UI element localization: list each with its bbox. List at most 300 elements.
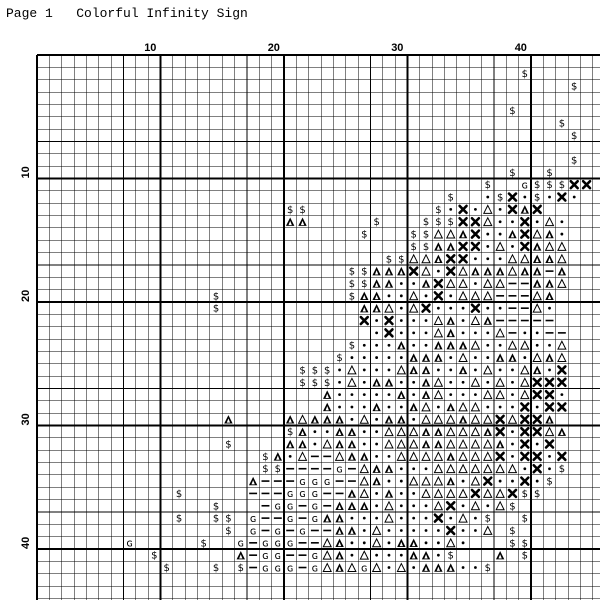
dot-symbol: [375, 393, 378, 396]
filled-triangle-symbol: [298, 427, 306, 435]
svg-text:$: $: [385, 254, 393, 266]
open-triangle-symbol: [447, 440, 455, 448]
dot-symbol: [499, 344, 502, 347]
cross-symbol: [521, 218, 528, 225]
svg-text:$: $: [175, 488, 183, 500]
dot-symbol: [548, 467, 551, 470]
spiral-symbol: [275, 501, 282, 513]
open-triangle-symbol: [422, 415, 430, 423]
open-triangle-symbol: [558, 354, 566, 362]
open-triangle-symbol: [484, 440, 492, 448]
open-triangle-symbol: [484, 292, 492, 300]
filled-triangle-symbol: [508, 230, 516, 238]
cross-symbol: [472, 243, 479, 250]
filled-triangle-symbol: [372, 279, 380, 287]
open-triangle-symbol: [484, 489, 492, 497]
open-triangle-symbol: [373, 527, 381, 535]
open-triangle-symbol: [558, 255, 566, 263]
svg-text:$: $: [521, 538, 529, 550]
cross-symbol: [534, 416, 541, 423]
filled-triangle-symbol: [348, 526, 356, 534]
filled-triangle-symbol: [237, 551, 245, 559]
open-triangle-symbol: [496, 329, 504, 337]
dollar-symbol: [361, 279, 367, 290]
spiral-symbol: [287, 538, 294, 550]
dollar-symbol: [225, 440, 231, 451]
dot-symbol: [412, 282, 415, 285]
open-triangle-symbol: [422, 255, 430, 263]
svg-text:ɢ: ɢ: [286, 537, 294, 550]
svg-text:$: $: [447, 550, 454, 562]
dot-symbol: [474, 257, 477, 260]
filled-triangle-symbol: [298, 440, 306, 448]
dot-symbol: [462, 529, 465, 532]
dot-symbol: [289, 455, 292, 458]
open-triangle-symbol: [410, 440, 418, 448]
svg-text:ɢ: ɢ: [262, 562, 269, 575]
filled-triangle-symbol: [434, 427, 442, 435]
filled-triangle-symbol: [422, 378, 430, 386]
open-triangle-symbol: [533, 292, 541, 300]
filled-triangle-symbol: [434, 440, 442, 448]
dot-symbol: [437, 541, 440, 544]
dollar-symbol: [497, 193, 503, 204]
dollar-symbol: [435, 205, 441, 216]
dot-symbol: [363, 344, 366, 347]
open-triangle-symbol: [533, 304, 541, 312]
dollar-symbol: [423, 230, 429, 241]
dot-symbol: [548, 455, 551, 458]
grid-lines: [37, 55, 600, 600]
open-triangle-symbol: [558, 242, 566, 250]
svg-text:ɢ: ɢ: [299, 475, 306, 488]
cross-symbol: [546, 391, 553, 398]
svg-text:$: $: [299, 365, 306, 377]
svg-text:$: $: [422, 229, 430, 241]
filled-triangle-symbol: [533, 255, 541, 263]
cross-symbol: [472, 231, 479, 238]
dollar-symbol: [485, 514, 491, 525]
dot-symbol: [412, 344, 415, 347]
open-triangle-symbol: [484, 527, 492, 535]
cross-symbol: [534, 206, 541, 213]
filled-triangle-symbol: [422, 366, 430, 374]
open-triangle-symbol: [410, 292, 418, 300]
dot-symbol: [486, 344, 489, 347]
filled-triangle-symbol: [348, 440, 356, 448]
filled-triangle-symbol: [397, 267, 405, 275]
dot-symbol: [449, 356, 452, 359]
dollar-symbol: [213, 563, 219, 574]
dot-symbol: [412, 492, 415, 495]
dot-symbol: [375, 369, 378, 372]
dot-symbol: [437, 406, 440, 409]
svg-text:$: $: [311, 377, 319, 389]
dollar-symbol: [448, 551, 454, 562]
open-triangle-symbol: [434, 378, 442, 386]
filled-triangle-symbol: [224, 415, 232, 423]
dot-symbol: [400, 356, 403, 359]
dot-symbol: [425, 529, 428, 532]
spiral-symbol: [299, 476, 306, 488]
filled-triangle-symbol: [545, 230, 553, 238]
cross-symbol: [447, 527, 454, 534]
cross-symbol: [497, 416, 504, 423]
dot-symbol: [326, 430, 329, 433]
dot-symbol: [486, 356, 489, 359]
dot-symbol: [437, 307, 440, 310]
open-triangle-symbol: [484, 366, 492, 374]
filled-triangle-symbol: [409, 366, 417, 374]
svg-text:$: $: [286, 204, 294, 216]
cross-symbol: [546, 404, 553, 411]
spiral-symbol: [324, 476, 331, 488]
cross-symbol: [460, 255, 467, 262]
svg-text:ɢ: ɢ: [126, 537, 133, 550]
dot-symbol: [388, 294, 391, 297]
svg-text:ɢ: ɢ: [237, 537, 245, 550]
spiral-symbol: [250, 525, 257, 537]
spiral-symbol: [126, 538, 133, 550]
row-number-label: 20: [20, 289, 32, 302]
filled-triangle-symbol: [286, 415, 294, 423]
svg-text:$: $: [324, 365, 331, 377]
dot-symbol: [449, 294, 452, 297]
svg-text:$: $: [571, 155, 578, 167]
svg-text:$: $: [274, 464, 282, 476]
filled-triangle-symbol: [323, 403, 331, 411]
dot-symbol: [523, 331, 526, 334]
spiral-symbol: [336, 464, 343, 476]
filled-triangle-symbol: [335, 415, 343, 423]
open-triangle-symbol: [434, 465, 442, 473]
open-triangle-symbol: [533, 230, 541, 238]
filled-triangle-symbol: [409, 353, 417, 361]
dot-symbol: [412, 504, 415, 507]
filled-triangle-symbol: [372, 378, 380, 386]
svg-text:ɢ: ɢ: [249, 512, 257, 525]
open-triangle-symbol: [397, 440, 405, 448]
dot-symbol: [573, 196, 576, 199]
filled-triangle-symbol: [422, 390, 430, 398]
open-triangle-symbol: [471, 415, 479, 423]
dot-symbol: [462, 393, 465, 396]
dollar-symbol: [522, 551, 528, 562]
dot-symbol: [400, 331, 403, 334]
dot-symbol: [425, 331, 428, 334]
filled-triangle-symbol: [249, 477, 257, 485]
cross-symbol: [435, 515, 442, 522]
open-triangle-symbol: [434, 415, 442, 423]
filled-triangle-symbol: [545, 255, 553, 263]
svg-text:$: $: [225, 513, 232, 525]
dot-symbol: [388, 406, 391, 409]
dot-symbol: [388, 393, 391, 396]
filled-triangle-symbol: [323, 390, 331, 398]
cross-symbol: [497, 453, 504, 460]
cross-symbol: [509, 194, 516, 201]
dollar-symbol: [559, 180, 565, 191]
open-triangle-symbol: [521, 378, 529, 386]
dollar-symbol: [435, 217, 441, 228]
dot-symbol: [351, 418, 354, 421]
dot-symbol: [499, 480, 502, 483]
open-triangle-symbol: [299, 415, 307, 423]
svg-text:$: $: [435, 217, 442, 229]
dot-symbol: [400, 492, 403, 495]
filled-triangle-symbol: [533, 267, 541, 275]
spiral-symbol: [275, 550, 282, 562]
filled-triangle-symbol: [459, 230, 467, 238]
spiral-symbol: [299, 488, 306, 500]
svg-text:ɢ: ɢ: [336, 463, 343, 476]
open-triangle-symbol: [471, 403, 479, 411]
svg-text:ɢ: ɢ: [311, 488, 319, 501]
spiral-symbol: [237, 538, 244, 550]
open-triangle-symbol: [484, 415, 492, 423]
filled-triangle-symbol: [422, 440, 430, 448]
filled-triangle-symbol: [385, 267, 393, 275]
dollar-symbol: [448, 193, 454, 204]
filled-triangle-symbol: [360, 292, 368, 300]
cross-symbol: [460, 243, 467, 250]
dollar-symbol: [571, 81, 577, 92]
dollar-symbol: [213, 304, 219, 315]
filled-triangle-symbol: [298, 218, 306, 226]
filled-triangle-symbol: [385, 279, 393, 287]
filled-triangle-symbol: [274, 452, 282, 460]
dot-symbol: [449, 517, 452, 520]
open-triangle-symbol: [360, 465, 368, 473]
open-triangle-symbol: [323, 564, 331, 572]
filled-triangle-symbol: [372, 304, 380, 312]
dot-symbol: [388, 344, 391, 347]
dot-symbol: [375, 455, 378, 458]
filled-triangle-symbol: [323, 415, 331, 423]
cross-symbol: [546, 441, 553, 448]
dot-symbol: [400, 319, 403, 322]
dot-symbol: [536, 443, 539, 446]
filled-triangle-symbol: [447, 341, 455, 349]
open-triangle-symbol: [496, 502, 504, 510]
svg-text:$: $: [496, 192, 504, 204]
filled-triangle-symbol: [335, 563, 343, 571]
filled-triangle-symbol: [521, 205, 529, 213]
cross-symbol: [534, 428, 541, 435]
dot-symbol: [511, 430, 514, 433]
dollar-symbol: [262, 452, 268, 463]
open-triangle-symbol: [385, 428, 393, 436]
open-triangle-symbol: [434, 317, 442, 325]
row-number-label: 10: [20, 166, 32, 179]
dollar-symbol: [485, 180, 491, 191]
dollar-symbol: [176, 489, 182, 500]
cross-symbol: [521, 243, 528, 250]
open-triangle-symbol: [323, 440, 331, 448]
open-triangle-symbol: [348, 378, 356, 386]
filled-triangle-symbol: [385, 378, 393, 386]
filled-triangle-symbol: [360, 452, 368, 460]
open-triangle-symbol: [385, 502, 393, 510]
filled-triangle-symbol: [385, 415, 393, 423]
svg-text:ɢ: ɢ: [274, 500, 282, 513]
filled-triangle-symbol: [397, 390, 405, 398]
filled-triangle-symbol: [348, 452, 356, 460]
filled-triangle-symbol: [447, 563, 455, 571]
dollar-symbol: [522, 538, 528, 549]
dollar-symbol: [213, 291, 219, 302]
open-triangle-symbol: [434, 391, 442, 399]
dollar-symbol: [373, 217, 379, 228]
filled-triangle-symbol: [348, 502, 356, 510]
dot-symbol: [511, 443, 514, 446]
cross-symbol: [435, 292, 442, 299]
svg-text:$: $: [410, 229, 417, 241]
open-triangle-symbol: [348, 564, 356, 572]
svg-text:$: $: [546, 167, 553, 179]
dot-symbol: [375, 430, 378, 433]
dot-symbol: [400, 517, 403, 520]
dot-symbol: [499, 369, 502, 372]
svg-text:$: $: [509, 525, 516, 537]
dollar-symbol: [534, 180, 540, 191]
dot-symbol: [462, 480, 465, 483]
dot-symbol: [462, 331, 465, 334]
filled-triangle-symbol: [558, 267, 566, 275]
dot-symbol: [449, 393, 452, 396]
dot-symbol: [351, 554, 354, 557]
dot-symbol: [474, 369, 477, 372]
spiral-symbol: [287, 501, 294, 513]
open-triangle-symbol: [459, 440, 467, 448]
open-triangle-symbol: [397, 452, 405, 460]
filled-triangle-symbol: [372, 267, 380, 275]
filled-triangle-symbol: [397, 415, 405, 423]
dot-symbol: [363, 443, 366, 446]
filled-triangle-symbol: [521, 267, 529, 275]
filled-triangle-symbol: [496, 267, 504, 275]
open-triangle-symbol: [484, 205, 492, 213]
filled-triangle-symbol: [496, 440, 504, 448]
open-triangle-symbol: [459, 403, 467, 411]
dot-symbol: [375, 492, 378, 495]
filled-triangle-symbol: [484, 316, 492, 324]
dollar-symbol: [423, 217, 429, 228]
open-triangle-symbol: [459, 465, 467, 473]
open-triangle-symbol: [521, 391, 529, 399]
cross-symbol: [386, 329, 393, 336]
open-triangle-symbol: [471, 440, 479, 448]
dot-symbol: [474, 517, 477, 520]
svg-text:$: $: [336, 353, 343, 365]
dollar-symbol: [349, 291, 355, 302]
filled-triangle-symbol: [348, 489, 356, 497]
column-number-label: 40: [514, 42, 527, 54]
open-triangle-symbol: [496, 280, 504, 288]
svg-text:$: $: [571, 130, 578, 142]
svg-text:$: $: [533, 180, 541, 192]
dot-symbol: [462, 381, 465, 384]
cross-symbol: [521, 441, 528, 448]
dollar-symbol: [546, 180, 552, 191]
cross-symbol: [435, 280, 442, 287]
open-triangle-symbol: [434, 502, 442, 510]
open-triangle-symbol: [521, 255, 529, 263]
dot-symbol: [437, 554, 440, 557]
filled-triangle-symbol: [533, 242, 541, 250]
svg-text:ɢ: ɢ: [274, 562, 282, 575]
svg-text:$: $: [212, 303, 220, 315]
dollar-symbol: [287, 205, 293, 216]
dot-symbol: [474, 208, 477, 211]
open-triangle-symbol: [410, 428, 418, 436]
dot-symbol: [499, 307, 502, 310]
dot-symbol: [412, 331, 415, 334]
open-triangle-symbol: [434, 489, 442, 497]
open-triangle-symbol: [558, 280, 566, 288]
dot-symbol: [548, 344, 551, 347]
dot-symbol: [462, 566, 465, 569]
filled-triangle-symbol: [434, 242, 442, 250]
dollar-symbol: [546, 168, 552, 179]
dollar-symbol: [571, 155, 577, 166]
dot-symbol: [511, 480, 514, 483]
open-triangle-symbol: [447, 280, 455, 288]
dot-symbol: [486, 196, 489, 199]
open-triangle-symbol: [471, 341, 479, 349]
dollar-symbol: [299, 378, 305, 389]
open-triangle-symbol: [521, 366, 529, 374]
svg-text:ɢ: ɢ: [360, 562, 368, 575]
cross-symbol: [534, 453, 541, 460]
open-triangle-symbol: [422, 403, 430, 411]
dollar-symbol: [299, 205, 305, 216]
spiral-symbol: [250, 513, 257, 525]
open-triangle-symbol: [471, 428, 479, 436]
open-triangle-symbol: [546, 428, 554, 436]
open-triangle-symbol: [484, 391, 492, 399]
open-triangle-symbol: [447, 465, 455, 473]
dot-symbol: [449, 369, 452, 372]
svg-text:$: $: [212, 563, 220, 575]
svg-text:$: $: [212, 501, 220, 513]
dot-symbol: [388, 554, 391, 557]
svg-text:$: $: [521, 550, 529, 562]
dot-symbol: [313, 443, 316, 446]
dot-symbol: [338, 406, 341, 409]
cross-symbol: [583, 181, 590, 188]
dot-symbol: [474, 393, 477, 396]
svg-text:ɢ: ɢ: [311, 549, 319, 562]
dot-symbol: [400, 480, 403, 483]
dot-symbol: [412, 319, 415, 322]
svg-text:$: $: [558, 464, 566, 476]
dot-symbol: [388, 369, 391, 372]
spiral-symbol: [262, 562, 269, 574]
filled-triangle-symbol: [447, 452, 455, 460]
svg-text:$: $: [398, 254, 405, 266]
filled-triangle-symbol: [545, 279, 553, 287]
svg-text:ɢ: ɢ: [311, 500, 319, 513]
dollar-symbol: [534, 489, 540, 500]
svg-text:$: $: [521, 513, 529, 525]
filled-triangle-symbol: [409, 403, 417, 411]
dot-symbol: [462, 319, 465, 322]
open-triangle-symbol: [447, 415, 455, 423]
dot-symbol: [400, 381, 403, 384]
dollar-symbol: [238, 563, 244, 574]
dot-symbol: [560, 393, 563, 396]
